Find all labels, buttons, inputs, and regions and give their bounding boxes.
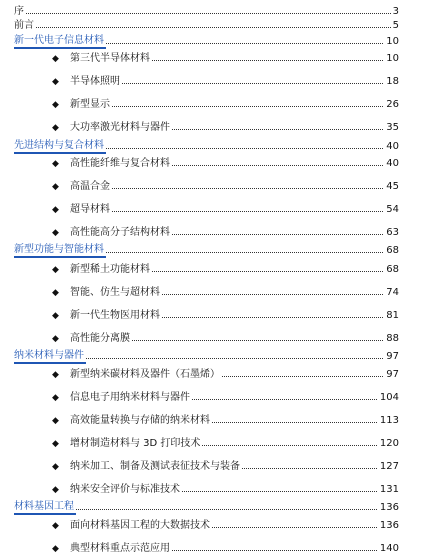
diamond-bullet-icon: ◆	[52, 159, 59, 169]
toc-item-page: 104	[378, 390, 399, 406]
diamond-bullet-icon: ◆	[52, 416, 59, 426]
toc-item[interactable]	[0, 390, 423, 406]
toc-item-title: 典型材料重点示范应用	[70, 541, 172, 557]
toc-item[interactable]	[0, 518, 423, 534]
toc-item[interactable]	[0, 225, 423, 241]
toc-item[interactable]	[0, 459, 423, 475]
toc-item-page: 140	[378, 541, 399, 557]
toc-item-title: 第三代半导体材料	[70, 51, 152, 67]
toc-chapter-page: 97	[384, 349, 399, 365]
toc-chapter-title: 新一代电子信息材料	[14, 34, 106, 49]
diamond-bullet-icon: ◆	[52, 370, 59, 380]
toc-item-page: 10	[384, 51, 399, 67]
diamond-bullet-icon: ◆	[52, 393, 59, 403]
diamond-bullet-icon: ◆	[52, 228, 59, 238]
diamond-bullet-icon: ◆	[52, 265, 59, 275]
toc-item-page: 97	[384, 367, 399, 383]
toc-item[interactable]	[0, 482, 423, 498]
diamond-bullet-icon: ◆	[52, 311, 59, 321]
toc-item[interactable]	[0, 308, 423, 324]
diamond-bullet-icon: ◆	[52, 182, 59, 192]
toc-item-page: 45	[384, 179, 399, 195]
toc-item-title: 高效能量转换与存储的纳米材料	[70, 413, 212, 429]
toc-entry-page: 5	[391, 18, 399, 34]
toc-entry-title: 前言	[14, 18, 36, 34]
toc-chapter-page: 68	[384, 243, 399, 259]
toc-item-title: 高性能纤维与复合材料	[70, 156, 172, 172]
dot-leader	[70, 211, 395, 212]
toc-item-title: 半导体照明	[70, 74, 122, 90]
toc-item-title: 纳米加工、制备及测试表征技术与装备	[70, 459, 242, 475]
toc-entry-foreword[interactable]	[0, 18, 423, 34]
toc-item[interactable]	[0, 413, 423, 429]
toc-item-title: 新型显示	[70, 97, 112, 113]
diamond-bullet-icon: ◆	[52, 205, 59, 215]
toc-item-title: 增材制造材料与 3D 打印技术	[70, 436, 202, 452]
toc-item[interactable]	[0, 202, 423, 218]
toc-item-page: 88	[384, 331, 399, 347]
diamond-bullet-icon: ◆	[52, 439, 59, 449]
toc-chapter-title: 材料基因工程	[14, 500, 76, 515]
toc-chapter-4[interactable]	[0, 349, 423, 365]
diamond-bullet-icon: ◆	[52, 544, 59, 554]
toc-item-title: 高性能高分子结构材料	[70, 225, 172, 241]
diamond-bullet-icon: ◆	[52, 100, 59, 110]
toc-chapter-5[interactable]	[0, 500, 423, 516]
toc-item-page: 120	[378, 436, 399, 452]
diamond-bullet-icon: ◆	[52, 77, 59, 87]
toc-item-title: 大功率激光材料与器件	[70, 120, 172, 136]
diamond-bullet-icon: ◆	[52, 334, 59, 344]
toc-item[interactable]	[0, 262, 423, 278]
toc-item-page: 35	[384, 120, 399, 136]
toc-chapter-page: 136	[378, 500, 399, 516]
toc-chapter-title: 先进结构与复合材料	[14, 139, 106, 154]
toc-chapter-2[interactable]	[0, 139, 423, 155]
diamond-bullet-icon: ◆	[52, 462, 59, 472]
toc-item-page: 18	[384, 74, 399, 90]
toc-item[interactable]	[0, 97, 423, 113]
toc-entry-title: 序	[14, 4, 26, 20]
toc-item[interactable]	[0, 331, 423, 347]
diamond-bullet-icon: ◆	[52, 485, 59, 495]
dot-leader	[14, 27, 395, 28]
toc-item-title: 面向材料基因工程的大数据技术	[70, 518, 212, 534]
toc-chapter-1[interactable]	[0, 34, 423, 50]
toc-item[interactable]	[0, 156, 423, 172]
toc-item-page: 54	[384, 202, 399, 218]
toc-item[interactable]	[0, 285, 423, 301]
toc-item-page: 63	[384, 225, 399, 241]
toc-item[interactable]	[0, 51, 423, 67]
toc-chapter-page: 40	[384, 139, 399, 155]
diamond-bullet-icon: ◆	[52, 123, 59, 133]
toc-item[interactable]	[0, 179, 423, 195]
toc-chapter-title: 纳米材料与器件	[14, 349, 86, 364]
dot-leader	[70, 188, 395, 189]
toc-item-page: 136	[378, 518, 399, 534]
diamond-bullet-icon: ◆	[52, 54, 59, 64]
toc-item[interactable]	[0, 367, 423, 383]
toc-item[interactable]	[0, 120, 423, 136]
diamond-bullet-icon: ◆	[52, 521, 59, 531]
toc-item-page: 40	[384, 156, 399, 172]
toc-chapter-3[interactable]	[0, 243, 423, 259]
toc-item-title: 纳米安全评价与标准技术	[70, 482, 182, 498]
toc-chapter-page: 10	[384, 34, 399, 50]
toc-item-title: 高性能分离膜	[70, 331, 132, 347]
toc-item-title: 新一代生物医用材料	[70, 308, 162, 324]
toc-item-title: 信息电子用纳米材料与器件	[70, 390, 192, 406]
dot-leader	[70, 106, 395, 107]
toc-chapter-title: 新型功能与智能材料	[14, 243, 106, 258]
toc-item[interactable]	[0, 541, 423, 557]
toc-item-page: 113	[378, 413, 399, 429]
toc-item-title: 新型纳米碳材料及器件（石墨烯）	[70, 367, 222, 383]
toc-item-title: 高温合金	[70, 179, 112, 195]
toc-item-page: 68	[384, 262, 399, 278]
toc-item[interactable]	[0, 436, 423, 452]
toc-item-page: 26	[384, 97, 399, 113]
dot-leader	[14, 13, 395, 14]
toc-item-page: 74	[384, 285, 399, 301]
toc-item-page: 81	[384, 308, 399, 324]
toc-item[interactable]	[0, 74, 423, 90]
diamond-bullet-icon: ◆	[52, 288, 59, 298]
toc-entry-page: 3	[391, 4, 399, 20]
toc-item-title: 超导材料	[70, 202, 112, 218]
toc-item-title: 新型稀土功能材料	[70, 262, 152, 278]
toc-item-title: 智能、仿生与超材料	[70, 285, 162, 301]
toc-item-page: 127	[378, 459, 399, 475]
toc-item-page: 131	[378, 482, 399, 498]
